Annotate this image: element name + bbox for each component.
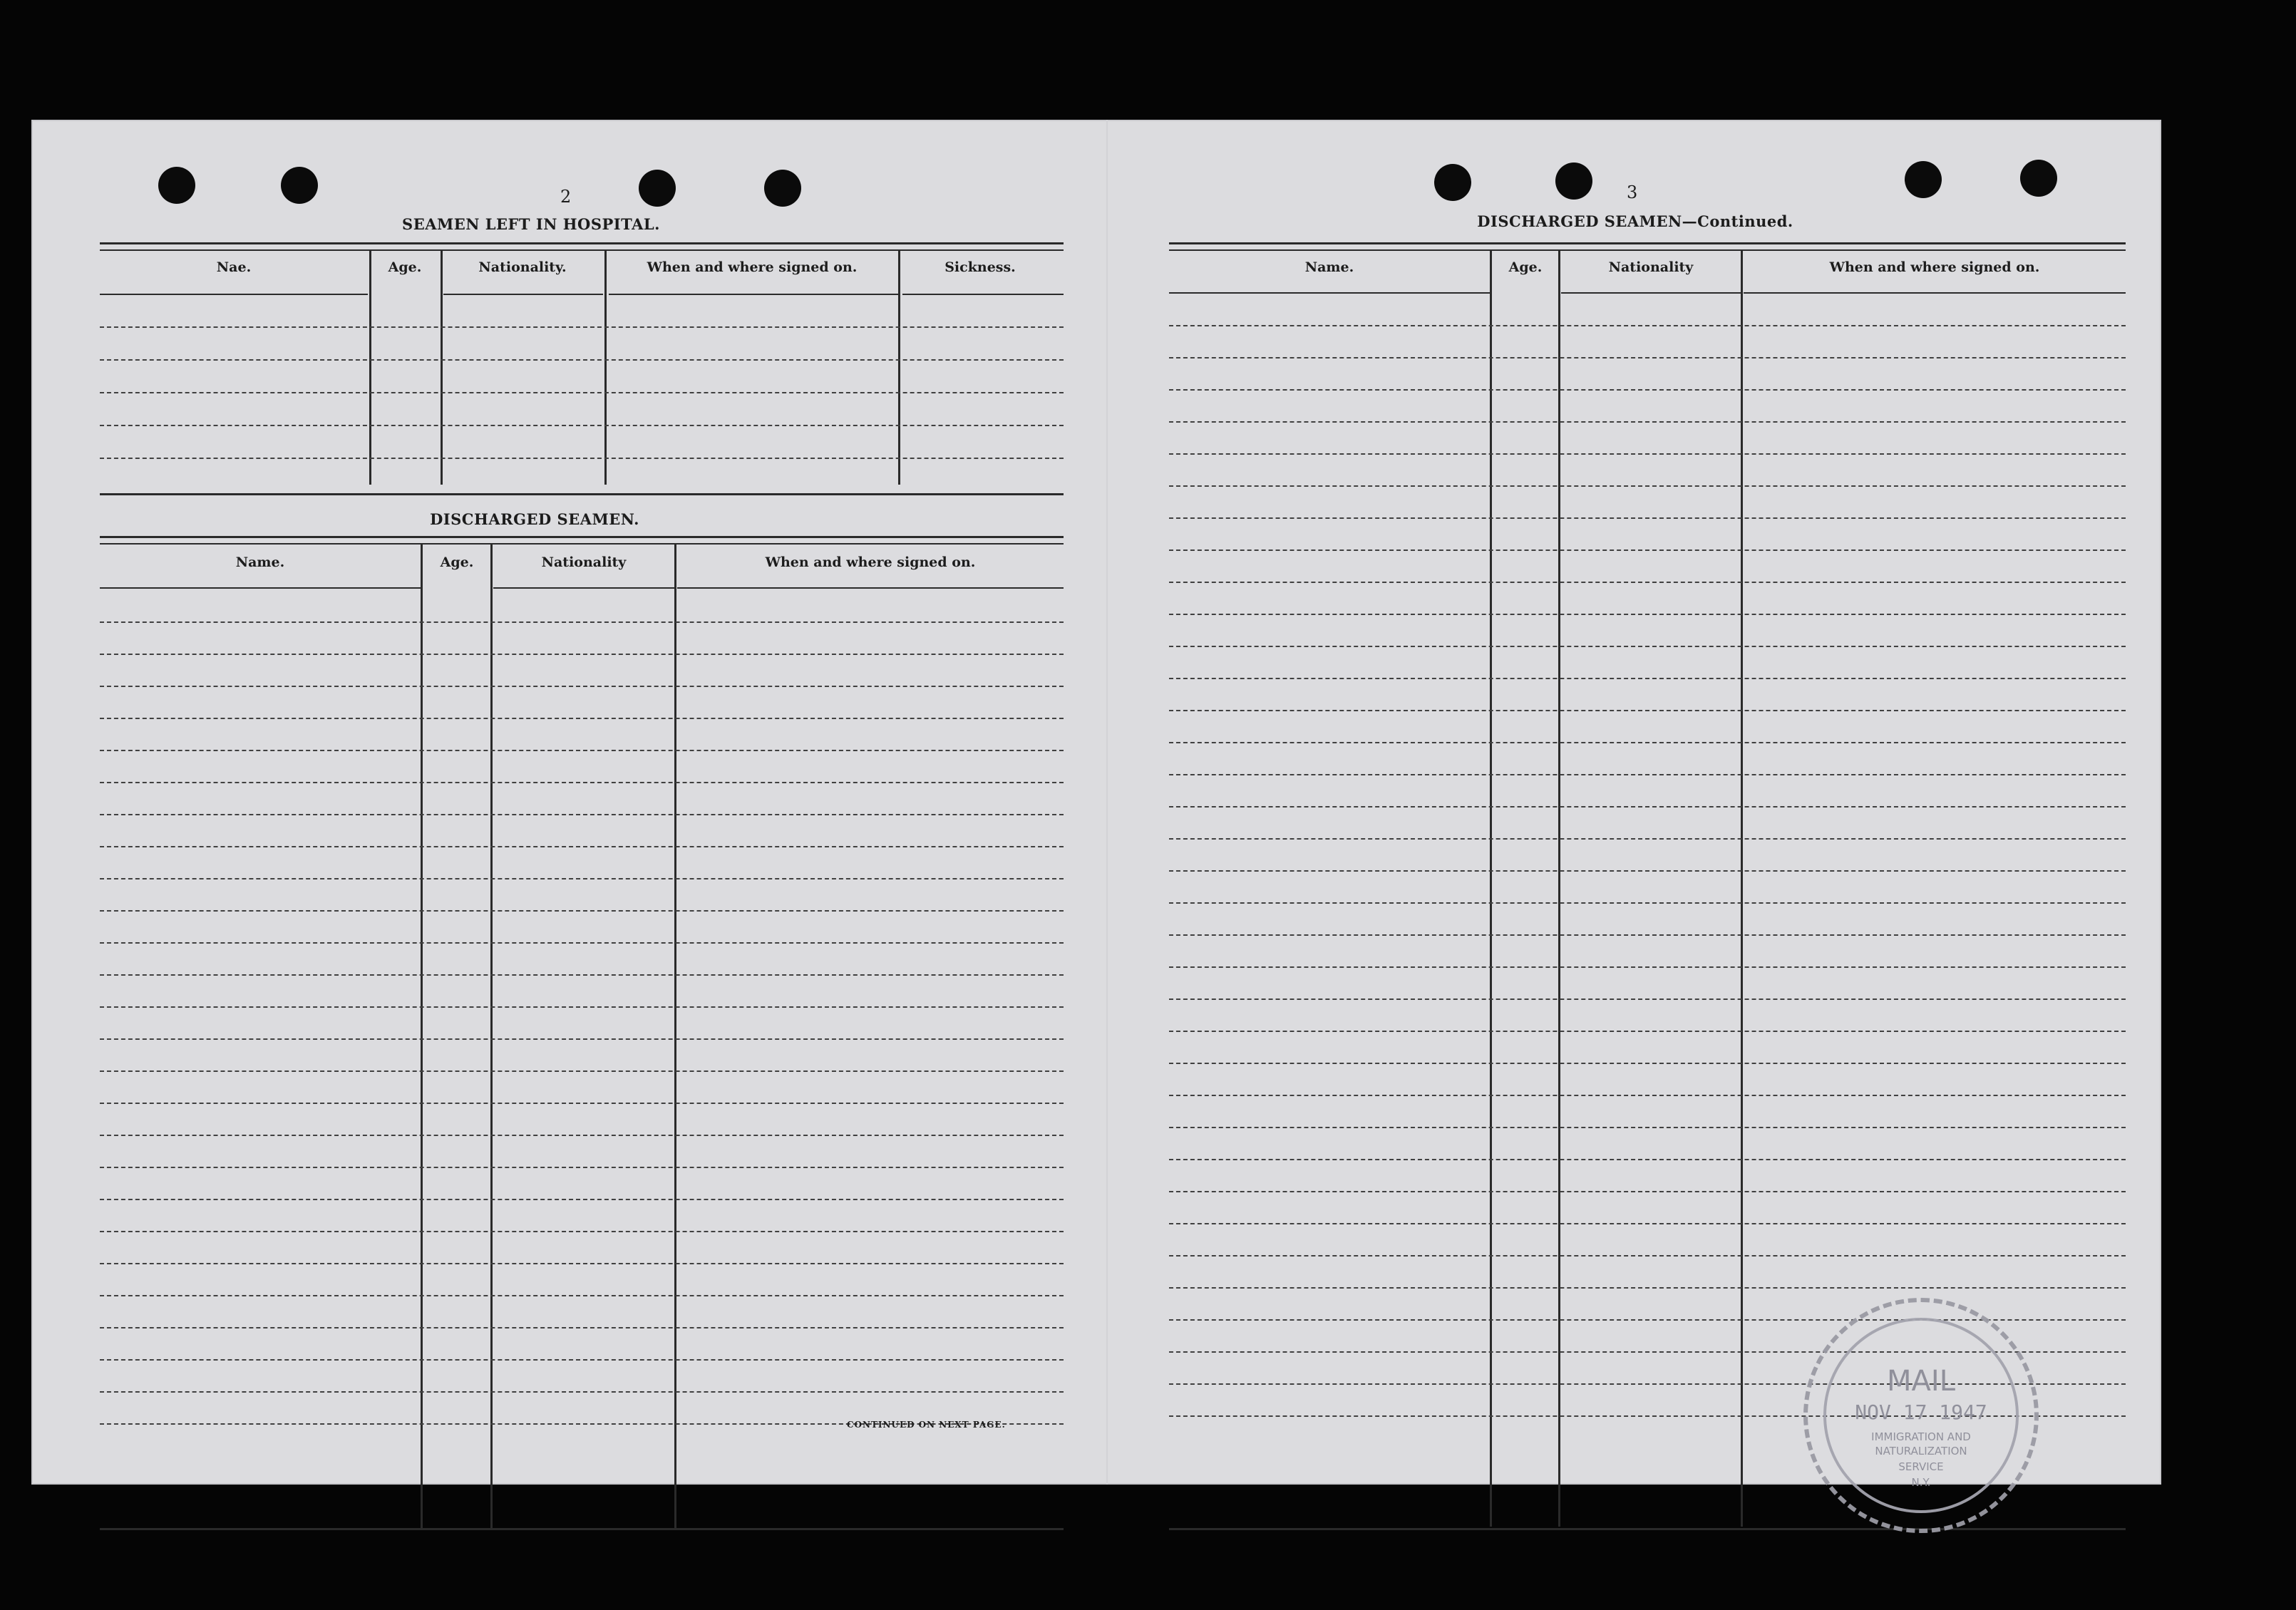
header-rule (443, 294, 603, 295)
header-rule (677, 587, 1064, 589)
punch-hole (2020, 160, 2057, 197)
header-rule (1744, 292, 2126, 294)
stamp-line-6: N.Y. (1911, 1476, 1931, 1489)
punch-hole (1555, 162, 1592, 200)
stamp-line-3: IMMIGRATION AND (1871, 1430, 1971, 1443)
rule (100, 536, 1064, 538)
col-header-name: Nae. (216, 259, 252, 275)
document-sheet (31, 120, 2161, 1489)
rule (100, 543, 1064, 545)
hospital-entry-lines (100, 326, 1064, 459)
col-header-nationality: Nationality. (478, 259, 567, 275)
stamp-date: NOV 17 1947 (1855, 1400, 1987, 1424)
punch-hole (639, 170, 676, 207)
discharged-continued-entry-lines (1169, 325, 2126, 1417)
punch-hole (281, 167, 318, 204)
rule (100, 1528, 1064, 1530)
hospital-section-title: SEAMEN LEFT IN HOSPITAL. (402, 215, 660, 233)
stamp-line-5: SERVICE (1898, 1460, 1944, 1473)
col-header-age: Age. (388, 259, 422, 275)
punch-hole (764, 170, 801, 207)
received-stamp (1803, 1298, 2039, 1533)
col-header-signed-on: When and where signed on. (765, 554, 976, 570)
col-header-name: Name. (235, 554, 285, 570)
header-rule (100, 587, 421, 589)
page-fold (1106, 120, 1108, 1485)
stamp-line-mail: MAIL (1887, 1365, 1955, 1398)
page-number-left: 2 (560, 187, 572, 207)
header-rule (1169, 292, 1490, 294)
punch-hole (158, 167, 195, 204)
discharged-section-title: DISCHARGED SEAMEN. (430, 510, 639, 528)
col-header-name: Name. (1304, 259, 1354, 275)
col-header-age: Age. (1508, 259, 1543, 275)
punch-hole (1905, 161, 1942, 198)
col-header-signed-on: When and where signed on. (647, 259, 858, 275)
page-number-right: 3 (1627, 182, 1638, 202)
header-rule (609, 294, 900, 295)
col-header-signed-on: When and where signed on. (1829, 259, 2040, 275)
header-rule (1561, 292, 1741, 294)
discharged-entry-lines (100, 621, 1064, 1425)
col-header-age: Age. (440, 554, 474, 570)
header-rule (100, 294, 368, 295)
discharged-continued-title: DISCHARGED SEAMEN—Continued. (1477, 212, 1793, 230)
header-rule (493, 587, 674, 589)
col-header-nationality: Nationality (1608, 259, 1694, 275)
col-header-nationality: Nationality (541, 554, 627, 570)
rule (1169, 249, 2126, 251)
punch-hole (1434, 164, 1471, 201)
rule (100, 242, 1064, 244)
rule (100, 249, 1064, 251)
stamp-line-4: NATURALIZATION (1875, 1445, 1967, 1457)
rule (100, 493, 1064, 495)
rule (1169, 1528, 2126, 1530)
continued-note: CONTINUED ON NEXT PAGE. (847, 1420, 1006, 1430)
header-rule (902, 294, 1064, 295)
rule (1169, 242, 2126, 244)
col-header-sickness: Sickness. (944, 259, 1016, 275)
